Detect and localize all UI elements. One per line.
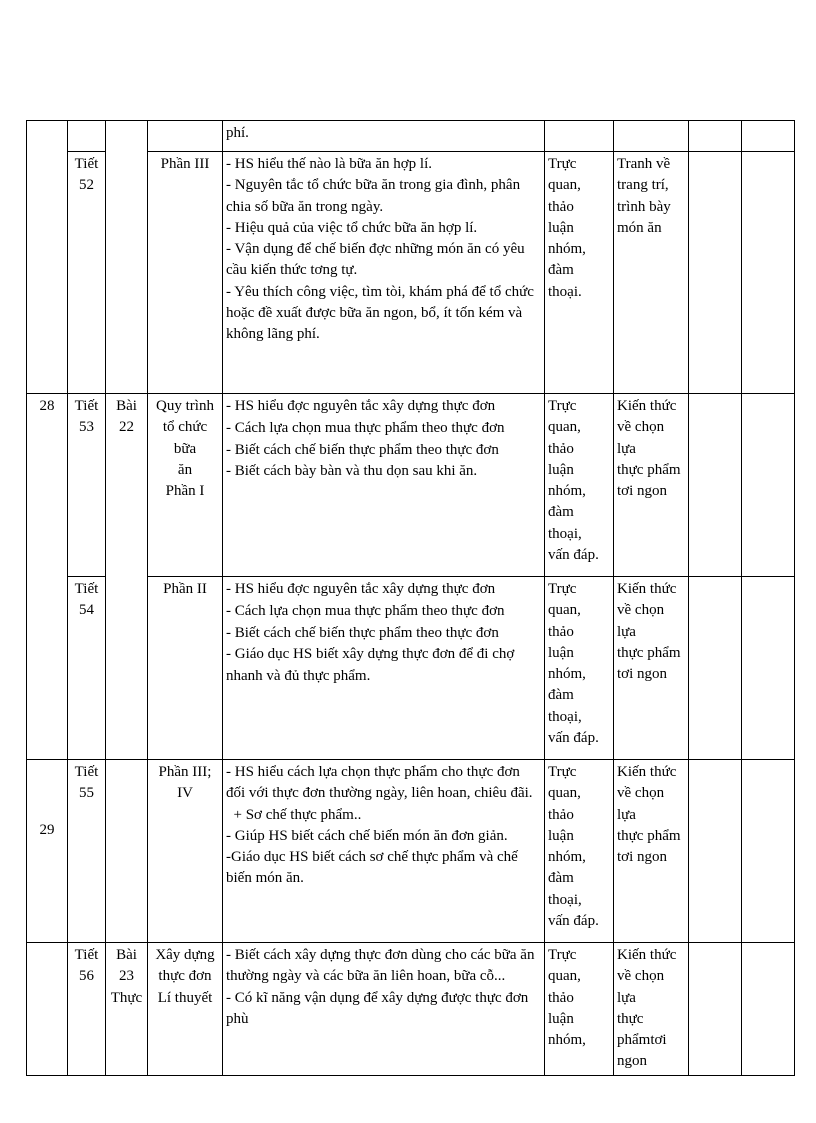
- content-line: - HS hiểu đợc nguyên tắc xây dựng thực đơn: [226, 398, 496, 414]
- content-line: - HS hiểu thế nào là bữa ăn hợp lí.: [226, 156, 433, 172]
- teaching-aid-cell: Kiến thức về chọn lựa thực phẩmtơi ngon: [614, 943, 689, 1076]
- method-cell: Trực quan, thảo luận nhóm,: [545, 943, 614, 1076]
- empty-cell: [742, 394, 795, 577]
- content-line: + Sơ chế thực phẩm..: [226, 806, 362, 823]
- lesson-cell: [106, 121, 148, 394]
- content-line: phí.: [226, 125, 249, 141]
- teaching-aid-cell: Kiến thức về chọn lựa thực phẩm tơi ngon: [614, 760, 689, 943]
- content-cell: [223, 152, 545, 394]
- content-cell: [223, 943, 545, 1076]
- empty-cell: [689, 152, 742, 394]
- content-line: - Biết cách chế biến thực phẩm theo thực đơn: [226, 624, 499, 641]
- teaching-aid-cell: Kiến thức về chọn lựa thực phẩm tơi ngon: [614, 394, 689, 577]
- content-line: - Yêu thích công việc, tìm tòi, khám phá để tổ chức hoặc đề xuất được bữa ăn ngon, bổ, ít tốn kém và không lãng phí.: [226, 283, 538, 343]
- part-cell: Phần III; IV: [148, 760, 223, 943]
- table-row: [27, 121, 795, 152]
- table-row: [27, 760, 795, 943]
- week-cell: [27, 943, 68, 1076]
- week-cell: 28: [27, 394, 68, 760]
- empty-cell: [689, 760, 742, 943]
- content-line: - Cách lựa chọn mua thực phẩm theo thực đơn: [226, 419, 505, 436]
- period-cell: Tiết 55: [68, 760, 106, 943]
- part-cell: [148, 121, 223, 152]
- table-row: [27, 943, 795, 1076]
- empty-cell: [742, 943, 795, 1076]
- empty-cell: [742, 121, 795, 152]
- method-cell: Trực quan, thảo luận nhóm, đàm thoại, vấn đáp.: [545, 760, 614, 943]
- method-cell: Trực quan, thảo luận nhóm, đàm thoại, vấn đáp.: [545, 394, 614, 577]
- content-line: - Biết cách chế biến thực phẩm theo thực đơn: [226, 441, 499, 458]
- teaching-aid-cell: [614, 121, 689, 152]
- table-row: [27, 394, 795, 577]
- teaching-aid-cell: Kiến thức về chọn lựa thực phẩm tơi ngon: [614, 577, 689, 760]
- part-cell: Phần II: [148, 577, 223, 760]
- content-line: -Giáo dục HS biết cách sơ chế thực phẩm và chế biến món ăn.: [226, 849, 522, 887]
- part-cell: Xây dựng thực đơn Lí thuyết: [148, 943, 223, 1076]
- content-line: - Biết cách bày bàn và thu dọn sau khi ăn.: [226, 463, 478, 480]
- empty-cell: [742, 152, 795, 394]
- lesson-plan-table: [26, 120, 795, 1076]
- method-cell: [545, 121, 614, 152]
- content-line: - Giáo dục HS biết xây dựng thực đơn để đi chợ nhanh và đủ thực phẩm.: [226, 646, 519, 684]
- content-line: - Giúp HS biết cách chế biến món ăn đơn giản.: [226, 827, 508, 844]
- period-cell: Tiết 53: [68, 394, 106, 577]
- week-cell: 29: [27, 760, 68, 943]
- content-line: - HS hiểu đợc nguyên tắc xây dựng thực đơn: [226, 581, 496, 597]
- lesson-cell: Bài 23 Thực: [106, 943, 148, 1076]
- content-cell: [223, 760, 545, 943]
- content-line: - Có kĩ năng vận dụng để xây dựng được thực đơn phù: [226, 989, 533, 1027]
- teaching-aid-cell: Tranh về trang trí, trình bày món ăn: [614, 152, 689, 394]
- method-cell: Trực quan, thảo luận nhóm, đàm thoại.: [545, 152, 614, 394]
- part-cell: Quy trình tổ chức bữa ăn Phần I: [148, 394, 223, 577]
- week-cell: [27, 121, 68, 394]
- period-cell: Tiết 56: [68, 943, 106, 1076]
- period-cell: Tiết 52: [68, 152, 106, 394]
- content-cell: [223, 394, 545, 577]
- period-cell: [68, 121, 106, 152]
- empty-cell: [742, 760, 795, 943]
- empty-cell: [689, 121, 742, 152]
- empty-cell: [689, 577, 742, 760]
- part-cell: Phần III: [148, 152, 223, 394]
- empty-cell: [689, 943, 742, 1076]
- content-cell: [223, 121, 545, 152]
- content-line: - Hiệu quả của việc tổ chức bữa ăn hợp lí.: [226, 219, 478, 236]
- content-line: - Nguyên tắc tổ chức bữa ăn trong gia đình, phân chia số bữa ăn trong ngày.: [226, 177, 524, 215]
- empty-cell: [689, 394, 742, 577]
- lesson-cell: Bài 22: [106, 394, 148, 760]
- method-cell: Trực quan, thảo luận nhóm, đàm thoại, vấn đáp.: [545, 577, 614, 760]
- content-line: - HS hiểu cách lựa chọn thực phẩm cho thực đơn đối với thực đơn thường ngày, liên hoan, chiêu đãi.: [226, 764, 533, 802]
- content-cell: [223, 577, 545, 760]
- content-line: - Vận dụng để chế biến đợc những món ăn có yêu cầu kiến thức tơng tự.: [226, 241, 529, 279]
- lesson-cell: [106, 760, 148, 943]
- content-line: - Cách lựa chọn mua thực phẩm theo thực đơn: [226, 602, 505, 619]
- content-line: - Biết cách xây dựng thực đơn dùng cho các bữa ăn thường ngày và các bữa ăn liên hoan, bữa cỗ...: [226, 947, 539, 985]
- period-cell: Tiết 54: [68, 577, 106, 760]
- empty-cell: [742, 577, 795, 760]
